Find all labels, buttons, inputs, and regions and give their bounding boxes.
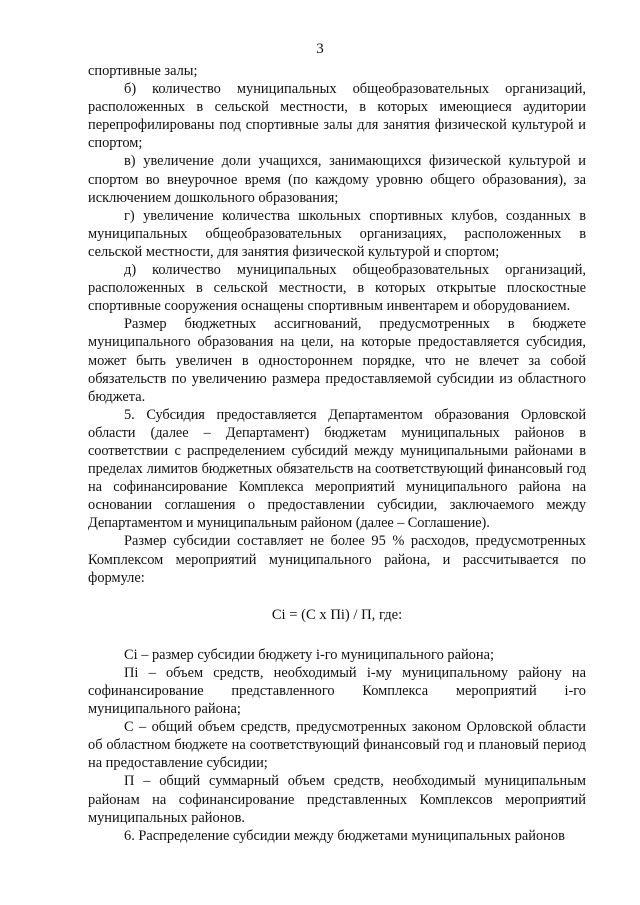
- paragraph-subsidy-size: Размер субсидии составляет не более 95 % расходов, предусмотренных Комплексом мероприятий муниципального района, и рассчитывается по формуле:: [88, 533, 586, 586]
- paragraph-section-6: 6. Распределение субсидии между бюджетами муниципальных районов: [124, 827, 565, 844]
- definition-p: П – общий суммарный объем средств, необходимый муниципальным районам на софинансирование представленных Комплексов мероприятий муниципальных районов.: [88, 773, 586, 826]
- subsidy-formula: Ci = (C x Пi) / П, где:: [271, 606, 403, 623]
- paragraph-item-b: б) количество муниципальных общеобразовательных организаций, расположенных в сельской местности, в которых имеющиеся аудитории перепрофилированы под спортивные залы для занятия физической культурой и спортом;: [88, 81, 586, 152]
- paragraph-section-5: 5. Субсидия предоставляется Департаментом образования Орловской области (далее – Департамент) бюджетам муниципальных районов в соответствии с распределением субсидий между муниципальными районами в пределах лимитов бюджетных обязательств на соответствующий финансовый год на софинансирование Комплекса мероприятий муниципального района на основании соглашения о предоставлении субсидии, заключаемого между Департаментом и муниципальным районом (далее – Соглашение).: [88, 406, 586, 532]
- definition-ci: Ci – размер субсидии бюджету i-го муниципального района;: [124, 646, 494, 663]
- paragraph-item-d: д) количество муниципальных общеобразовательных организаций, расположенных в сельской местности, в которых открытые плоскостные спортивные сооружения оснащены спортивным инвентарем и оборудованием.: [88, 262, 586, 315]
- paragraph-budget-allocations: Размер бюджетных ассигнований, предусмотренных в бюджете муниципального образования на цели, на которые предоставляется субсидия, может быть увеличен в одностороннем порядке, что не влечет за собой обязательств по увеличению размера предоставляемой субсидии из областного бюджета.: [88, 316, 586, 405]
- document-body: [88, 62, 586, 845]
- paragraph-sports-halls-continuation: спортивные залы;: [88, 63, 198, 79]
- paragraph-item-g: г) увеличение количества школьных спортивных клубов, созданных в муниципальных общеобразовательных организациях, расположенных в сельской местности, для занятия физической культурой и спортом;: [88, 207, 586, 260]
- page-number: 3: [316, 41, 324, 57]
- definition-pi: Пi – объем средств, необходимый i-му муниципальному району на софинансирование представленного Комплекса мероприятий i-го муниципального района;: [88, 664, 586, 718]
- definition-c: С – общий объем средств, предусмотренных законом Орловской области об областном бюджете на соответствующий финансовый год и плановый период на предоставление субсидии;: [88, 719, 586, 772]
- paragraph-item-v: в) увеличение доли учащихся, занимающихся физической культурой и спортом во внеурочное время (по каждому уровню общего образования), за исключением дошкольного образования;: [88, 153, 586, 206]
